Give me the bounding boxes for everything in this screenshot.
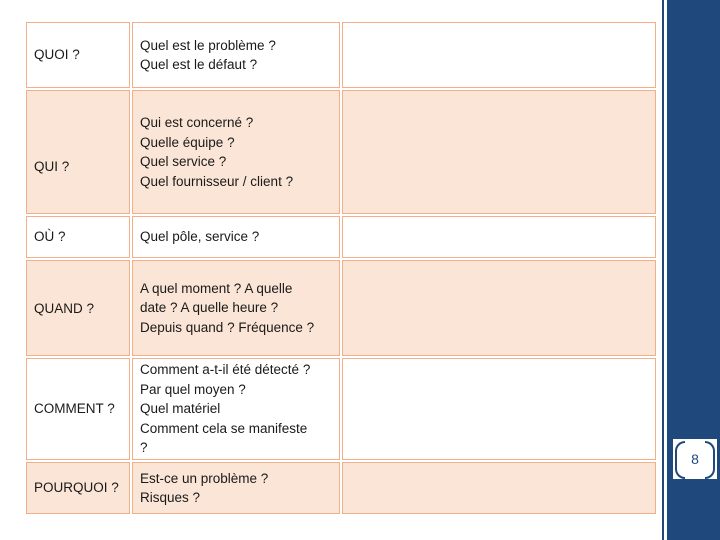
desc-line: Quel est le défaut ? — [140, 57, 258, 72]
row-desc-ou — [131, 215, 341, 259]
right-bracket-shape — [705, 441, 715, 479]
row-key-qui: QUI ? — [25, 89, 131, 215]
desc-line: Depuis quand ? Fréquence ? — [140, 319, 315, 335]
answer-cell-ou[interactable] — [341, 215, 657, 259]
desc-line: Quel matériel — [140, 401, 221, 417]
desc-line: Comment cela se manifeste — [140, 420, 308, 436]
table-row-comment — [25, 357, 657, 461]
desc-line: date ? A quelle heure ? — [140, 300, 279, 316]
desc-line: Quel pôle, service ? — [140, 229, 260, 245]
row-key-ou: OÙ ? — [25, 215, 131, 259]
desc-line: ? — [140, 440, 148, 456]
row-desc-comment — [131, 357, 341, 461]
table-row-pourquoi — [25, 461, 657, 515]
qqoqcp-table — [24, 20, 658, 516]
desc-line: Risques ? — [140, 490, 201, 505]
desc-line: Quel service ? — [140, 154, 227, 169]
table-row-qui — [25, 89, 657, 215]
row-desc-pourquoi — [131, 461, 341, 515]
row-desc-quand — [131, 259, 341, 357]
row-desc-qui — [131, 89, 341, 215]
row-key-quand: QUAND ? — [25, 259, 131, 357]
answer-cell-pourquoi[interactable] — [341, 461, 657, 515]
row-key-comment: COMMENT ? — [25, 357, 131, 461]
table-row-ou — [25, 215, 657, 259]
row-key-pourquoi: POURQUOI ? — [25, 461, 131, 515]
desc-line: Qui est concerné ? — [140, 115, 254, 130]
desc-line: Quel fournisseur / client ? — [140, 173, 294, 189]
desc-line: Comment a-t-il été détecté ? — [140, 362, 311, 378]
answer-cell-quand[interactable] — [341, 259, 657, 357]
desc-line: Quel est le problème ? — [140, 37, 276, 53]
answer-cell-quoi[interactable] — [341, 21, 657, 89]
table-row-quand — [25, 259, 657, 357]
page-number-badge — [673, 439, 717, 479]
desc-line: Par quel moyen ? — [140, 381, 246, 397]
desc-line: Quelle équipe ? — [140, 134, 235, 150]
answer-cell-comment[interactable] — [341, 357, 657, 461]
answer-cell-qui[interactable] — [341, 89, 657, 215]
desc-line: Est-ce un problème ? — [140, 470, 269, 486]
table-row-quoi — [25, 21, 657, 89]
desc-line: A quel moment ? A quelle — [140, 280, 293, 296]
row-desc-quoi — [131, 21, 341, 89]
row-key-quoi: QUOI ? — [25, 21, 131, 89]
left-bracket-shape — [675, 441, 685, 479]
page-number: 8 — [691, 451, 699, 467]
